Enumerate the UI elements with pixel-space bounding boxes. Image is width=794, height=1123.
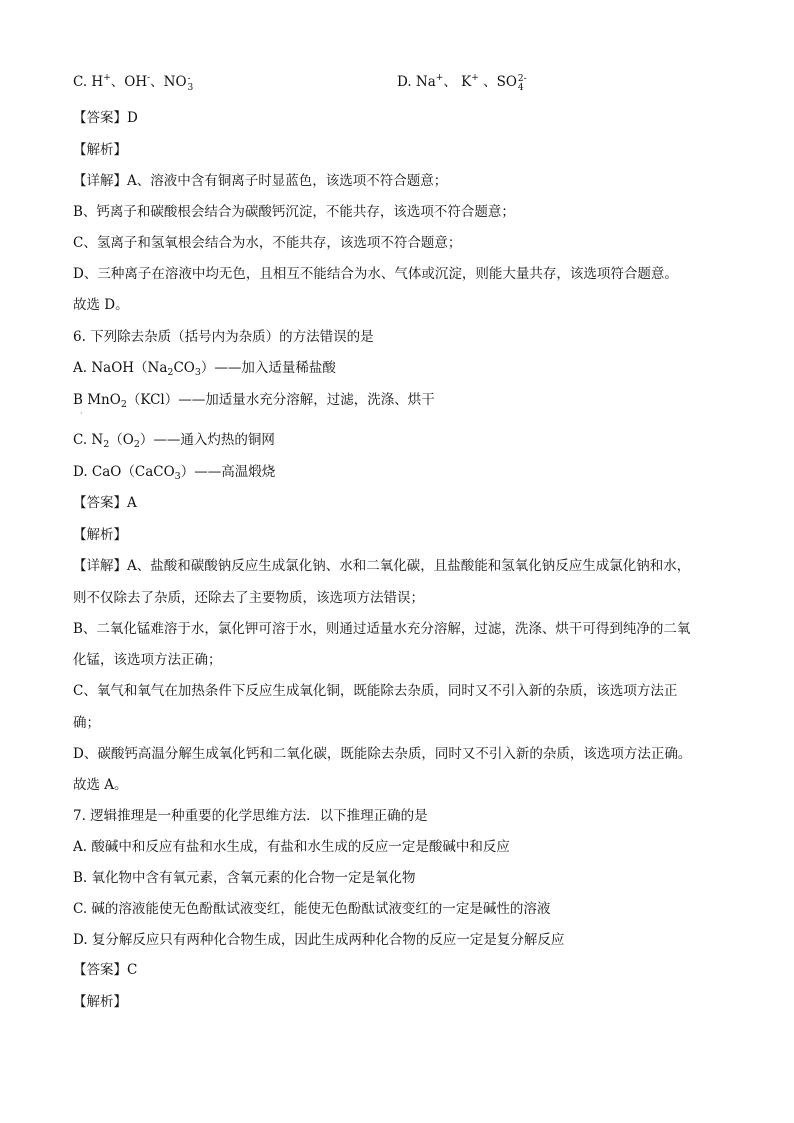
q6-analysis-heading: 【解析】 — [73, 527, 127, 543]
q5-detail-line: D、三种离子在溶液中均无色，且相互不能结合为水、气体或沉淀，则能大量共存，该选项符合题意。 — [73, 266, 678, 282]
q6-option-a: A. $NaOH(Na_2CO_3)——$加入适量稀盐酸 — [73, 360, 336, 378]
q7-option-d: D. 复分解反应只有两种化合物生成，因此生成两种化合物的反应一定是复分解反应 — [73, 932, 565, 948]
q6-detail-line: B、二氧化锰难溶于水，氯化钾可溶于水，则通过适量水充分溶解，过滤，洗涤、烘干可得到纯净的二氧 — [73, 621, 691, 637]
q6-option-b: B MnO$_2$（KCl）——加适量水充分溶解，过滤，洗涤、烘干 — [73, 392, 435, 410]
q5-detail-line: 【详解】A、溶液中含有铜离子时显蓝色，该选项不符合题意； — [73, 173, 448, 189]
q5-analysis-heading: 【解析】 — [73, 142, 127, 158]
q7-stem: 7. 逻辑推理是一种重要的化学思维方法．以下推理正确的是 — [73, 808, 428, 824]
q5-answer: 【答案】D — [73, 110, 138, 126]
q6-detail-line: 则不仅除去了杂质，还除去了主要物质，该选项方法错误； — [73, 590, 424, 606]
q6-detail-line: 化锰，该选项方法正确； — [73, 652, 222, 668]
q6-option-d: D. CaO（CaCO$_3$）——高温煅烧 — [73, 464, 276, 482]
q5-detail-line: B、钙离子和碳酸根会结合为碳酸钙沉淀，不能共存，该选项不符合题意； — [73, 204, 515, 220]
q6-detail-line: 确； — [73, 715, 100, 731]
q5-option-c: C. H+、OH-、NO - 3 — [73, 73, 194, 93]
q7-option-c: C. 碱的溶液能使无色酚酞试液变红，能使无色酚酞试液变红的一定是碱性的溶液 — [73, 901, 551, 917]
q6-stem: 6. 下列除去杂质（括号内为杂质）的方法错误的是 — [73, 329, 374, 345]
stray-dot: · — [80, 409, 83, 418]
q6-detail-line: C、氧气和氧气在加热条件下反应生成氧化铜，既能除去杂质，同时又不引入新的杂质，该选项方法正 — [73, 683, 678, 699]
q6-answer: 【答案】A — [73, 495, 137, 511]
q7-option-a: A. 酸碱中和反应有盐和水生成，有盐和水生成的反应一定是酸碱中和反应 — [73, 839, 510, 855]
q5-detail-line: C、氢离子和氢氧根会结合为水，不能共存，该选项不符合题意； — [73, 235, 462, 251]
q7-analysis-heading: 【解析】 — [73, 994, 127, 1010]
q5-conclusion: 故选 D。 — [73, 297, 129, 313]
q5-option-d: D. Na+、 K+ 、SO 2- 4 — [397, 73, 527, 93]
q6-conclusion: 故选 A。 — [73, 777, 128, 793]
q6-option-c: C. $N_2(O_2)——$通入灼热的铜网 — [73, 432, 275, 450]
q6-detail-line: 【详解】A、盐酸和碳酸钠反应生成氯化钠、水和二氧化碳，且盐酸能和氢氧化钠反应生成氯化钠和水， — [73, 558, 691, 574]
q7-option-b: B. 氧化物中含有氧元素，含氧元素的化合物一定是氧化物 — [73, 870, 416, 886]
q6-detail-line: D、碳酸钙高温分解生成氧化钙和二氧化碳，既能除去杂质，同时又不引入新的杂质，该选项方法正确。 — [73, 746, 692, 762]
q7-answer: 【答案】C — [73, 962, 138, 978]
